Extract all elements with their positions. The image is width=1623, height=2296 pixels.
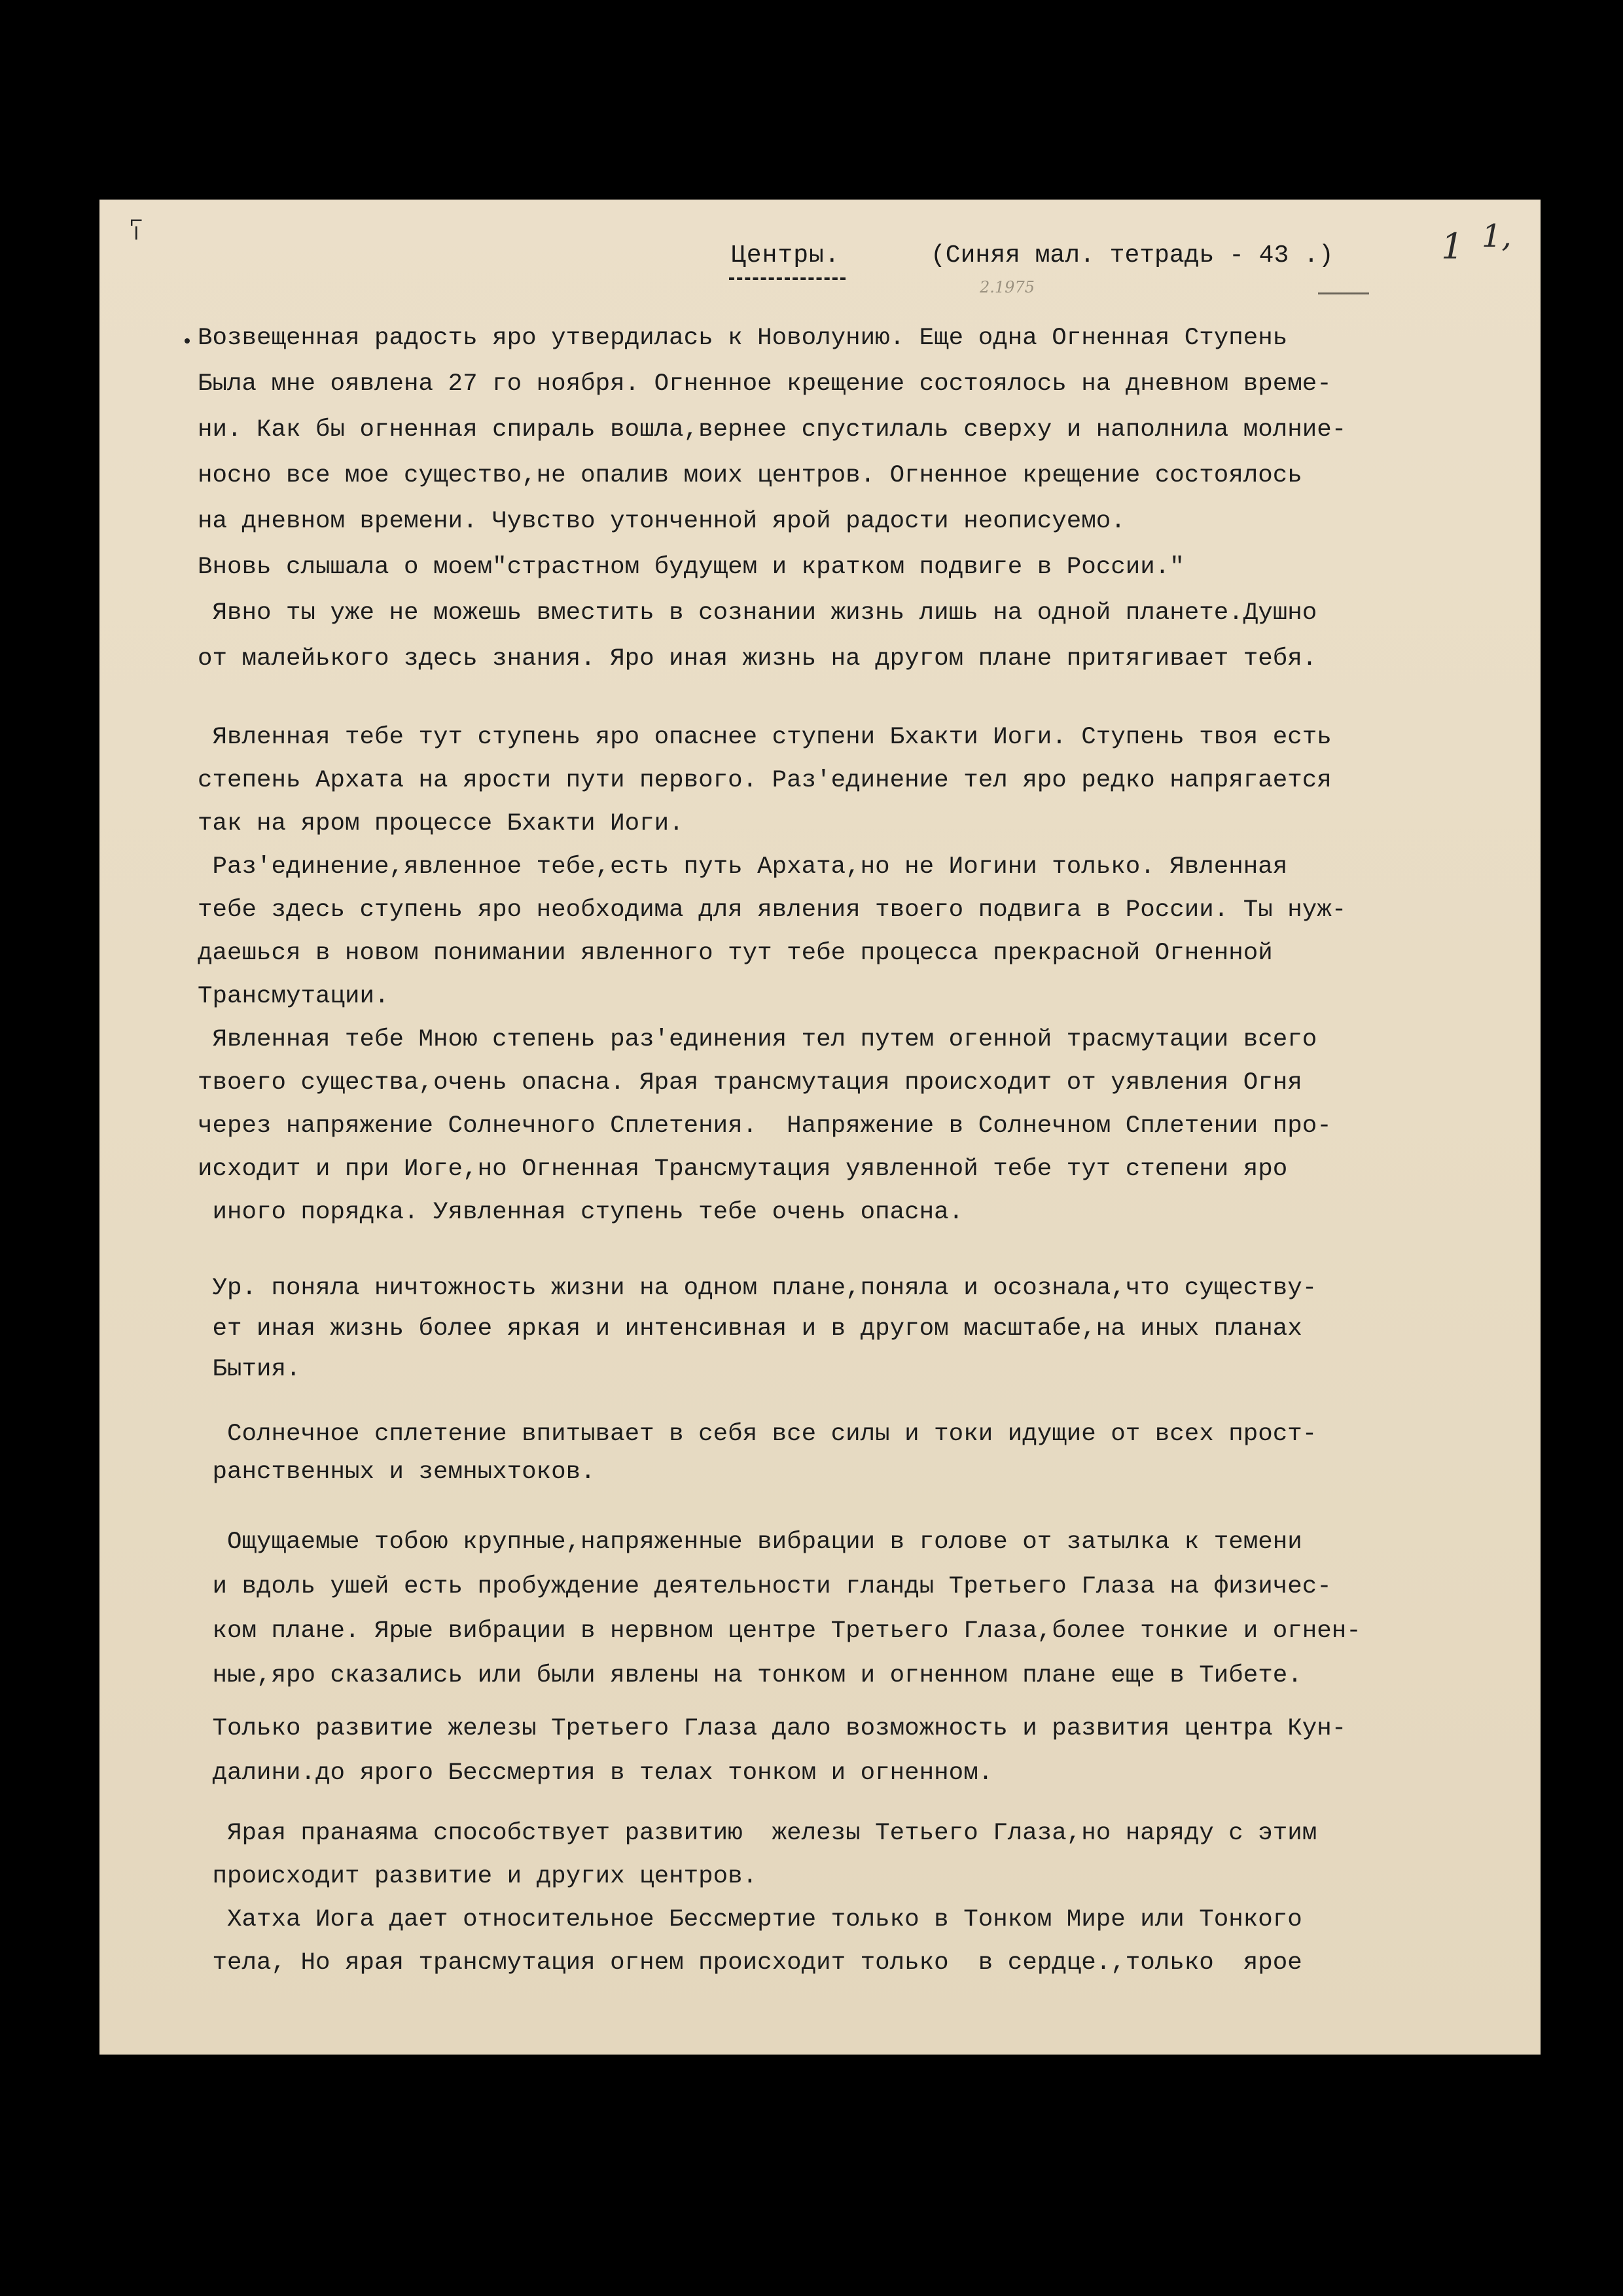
text-line: Явленная тебе Мною степень раз'единения тел путем огенной трасмутации всего xyxy=(198,1026,1317,1053)
text-line: носно все мое существо,не опалив моих центров. Огненное крещение состоялось xyxy=(198,462,1302,489)
page-title: Центры. xyxy=(731,241,840,270)
text-line: Ур. поняла ничтожность жизни на одном плане,поняла и осознала,что существу- xyxy=(198,1275,1317,1302)
text-line: Вновь слышала о моем"страстном будущем и кратком подвиге в России." xyxy=(198,554,1185,581)
text-line: Хатха Иога дает относительное Бессмертие только в Тонком Мире или Тонкого xyxy=(198,1906,1302,1934)
text-line: далини.до ярого Бессмертия в телах тонком и огненном. xyxy=(198,1759,993,1787)
text-line: иного порядка. Уявленная ступень тебе очень опасна. xyxy=(198,1199,964,1226)
text-line: Возвещенная радость яро утвердилась к Новолунию. Еще одна Огненная Ступень xyxy=(198,325,1288,352)
text-line: тела, Но ярая трансмутация огнем происходит только в сердце.,только ярое xyxy=(198,1949,1302,1977)
text-line: ранственных и земныхтоков. xyxy=(198,1458,596,1486)
text-line: твоего существа,очень опасна. Ярая трансмутация происходит от уявления Огня xyxy=(198,1069,1302,1097)
source-reference: (Синяя мал. тетрадь - 43 .) xyxy=(931,241,1334,270)
text-line: Явно ты уже не можешь вместить в сознании жизнь лишь на одной планете.Душно xyxy=(198,599,1317,627)
text-line: Явленная тебе тут ступень яро опаснее ступени Бхакти Иоги. Ступень твоя есть xyxy=(198,724,1332,751)
text-line: происходит развитие и других центров. xyxy=(198,1863,758,1890)
typewritten-page xyxy=(99,200,1541,2055)
text-line: Была мне оявлена 27 го ноября. Огненное крещение состоялось на дневном време- xyxy=(198,370,1332,398)
text-line: ком плане. Ярые вибрации в нервном центре Третьего Глаза,более тонкие и огнен- xyxy=(198,1617,1361,1645)
text-line: через напряжение Солнечного Сплетения. Напряжение в Солнечном Сплетении про- xyxy=(198,1112,1332,1140)
paperclip-mark-icon: ⌐ ╵ xyxy=(130,210,143,255)
text-line: даешься в новом понимании явленного тут тебе процесса прекрасной Огненной xyxy=(198,940,1273,967)
text-line: Ярая пранаяма способствует развитию железы Тетьего Глаза,но наряду с этим xyxy=(198,1820,1317,1847)
title-underline xyxy=(729,277,846,280)
text-line: от малейького здесь знания. Яро иная жизнь на другом плане притягивает тебя. xyxy=(198,645,1317,673)
page-header xyxy=(99,241,1541,287)
text-line: степень Архата на ярости пути первого. Раз'единение тел яро редко напрягается xyxy=(198,767,1332,794)
text-line: Трансмутации. xyxy=(198,983,389,1010)
text-line: ные,яро сказались или были явлены на тонком и огненном плане еще в Тибете. xyxy=(198,1662,1302,1689)
handwritten-page-number: 1 xyxy=(1441,226,1464,267)
text-line: ни. Как бы огненная спираль вошла,вернее спустилаль сверху и наполнила молние- xyxy=(198,416,1347,444)
text-line: Ощущаемые тобою крупные,напряженные вибрации в голове от затылка к темени xyxy=(198,1528,1302,1556)
text-line: Только развитие железы Третьего Глаза дало возможность и развития центра Кун- xyxy=(198,1715,1347,1742)
text-line: ет иная жизнь более яркая и интенсивная и в другом масштабе,на иных планах xyxy=(198,1315,1302,1343)
text-line: Солнечное сплетение впитывает в себя все силы и токи идущие от всех прост- xyxy=(198,1421,1317,1448)
text-line: и вдоль ушей есть пробуждение деятельности гланды Третьего Глаза на физичес- xyxy=(198,1573,1332,1600)
pencil-annotation: 2.1975 xyxy=(980,278,1035,296)
text-line: Раз'единение,явленное тебе,есть путь Архата,но не Иогини только. Явленная xyxy=(198,853,1288,881)
text-line: Бытия. xyxy=(198,1356,301,1383)
text-line: на дневном времени. Чувство утонченной ярой радости неописуемо. xyxy=(198,508,1126,535)
text-line: исходит и при Иоге,но Огненная Трансмутация уявленной тебе тут степени яро xyxy=(198,1156,1288,1183)
text-line: тебе здесь ступень яро необходима для явления твоего подвига в России. Ты нуж- xyxy=(198,896,1347,924)
handwritten-page-number-top: 1, xyxy=(1482,218,1512,255)
margin-dot xyxy=(185,338,190,344)
text-line: так на яром процессе Бхакти Иоги. xyxy=(198,810,684,838)
pencil-stroke xyxy=(1318,292,1369,294)
